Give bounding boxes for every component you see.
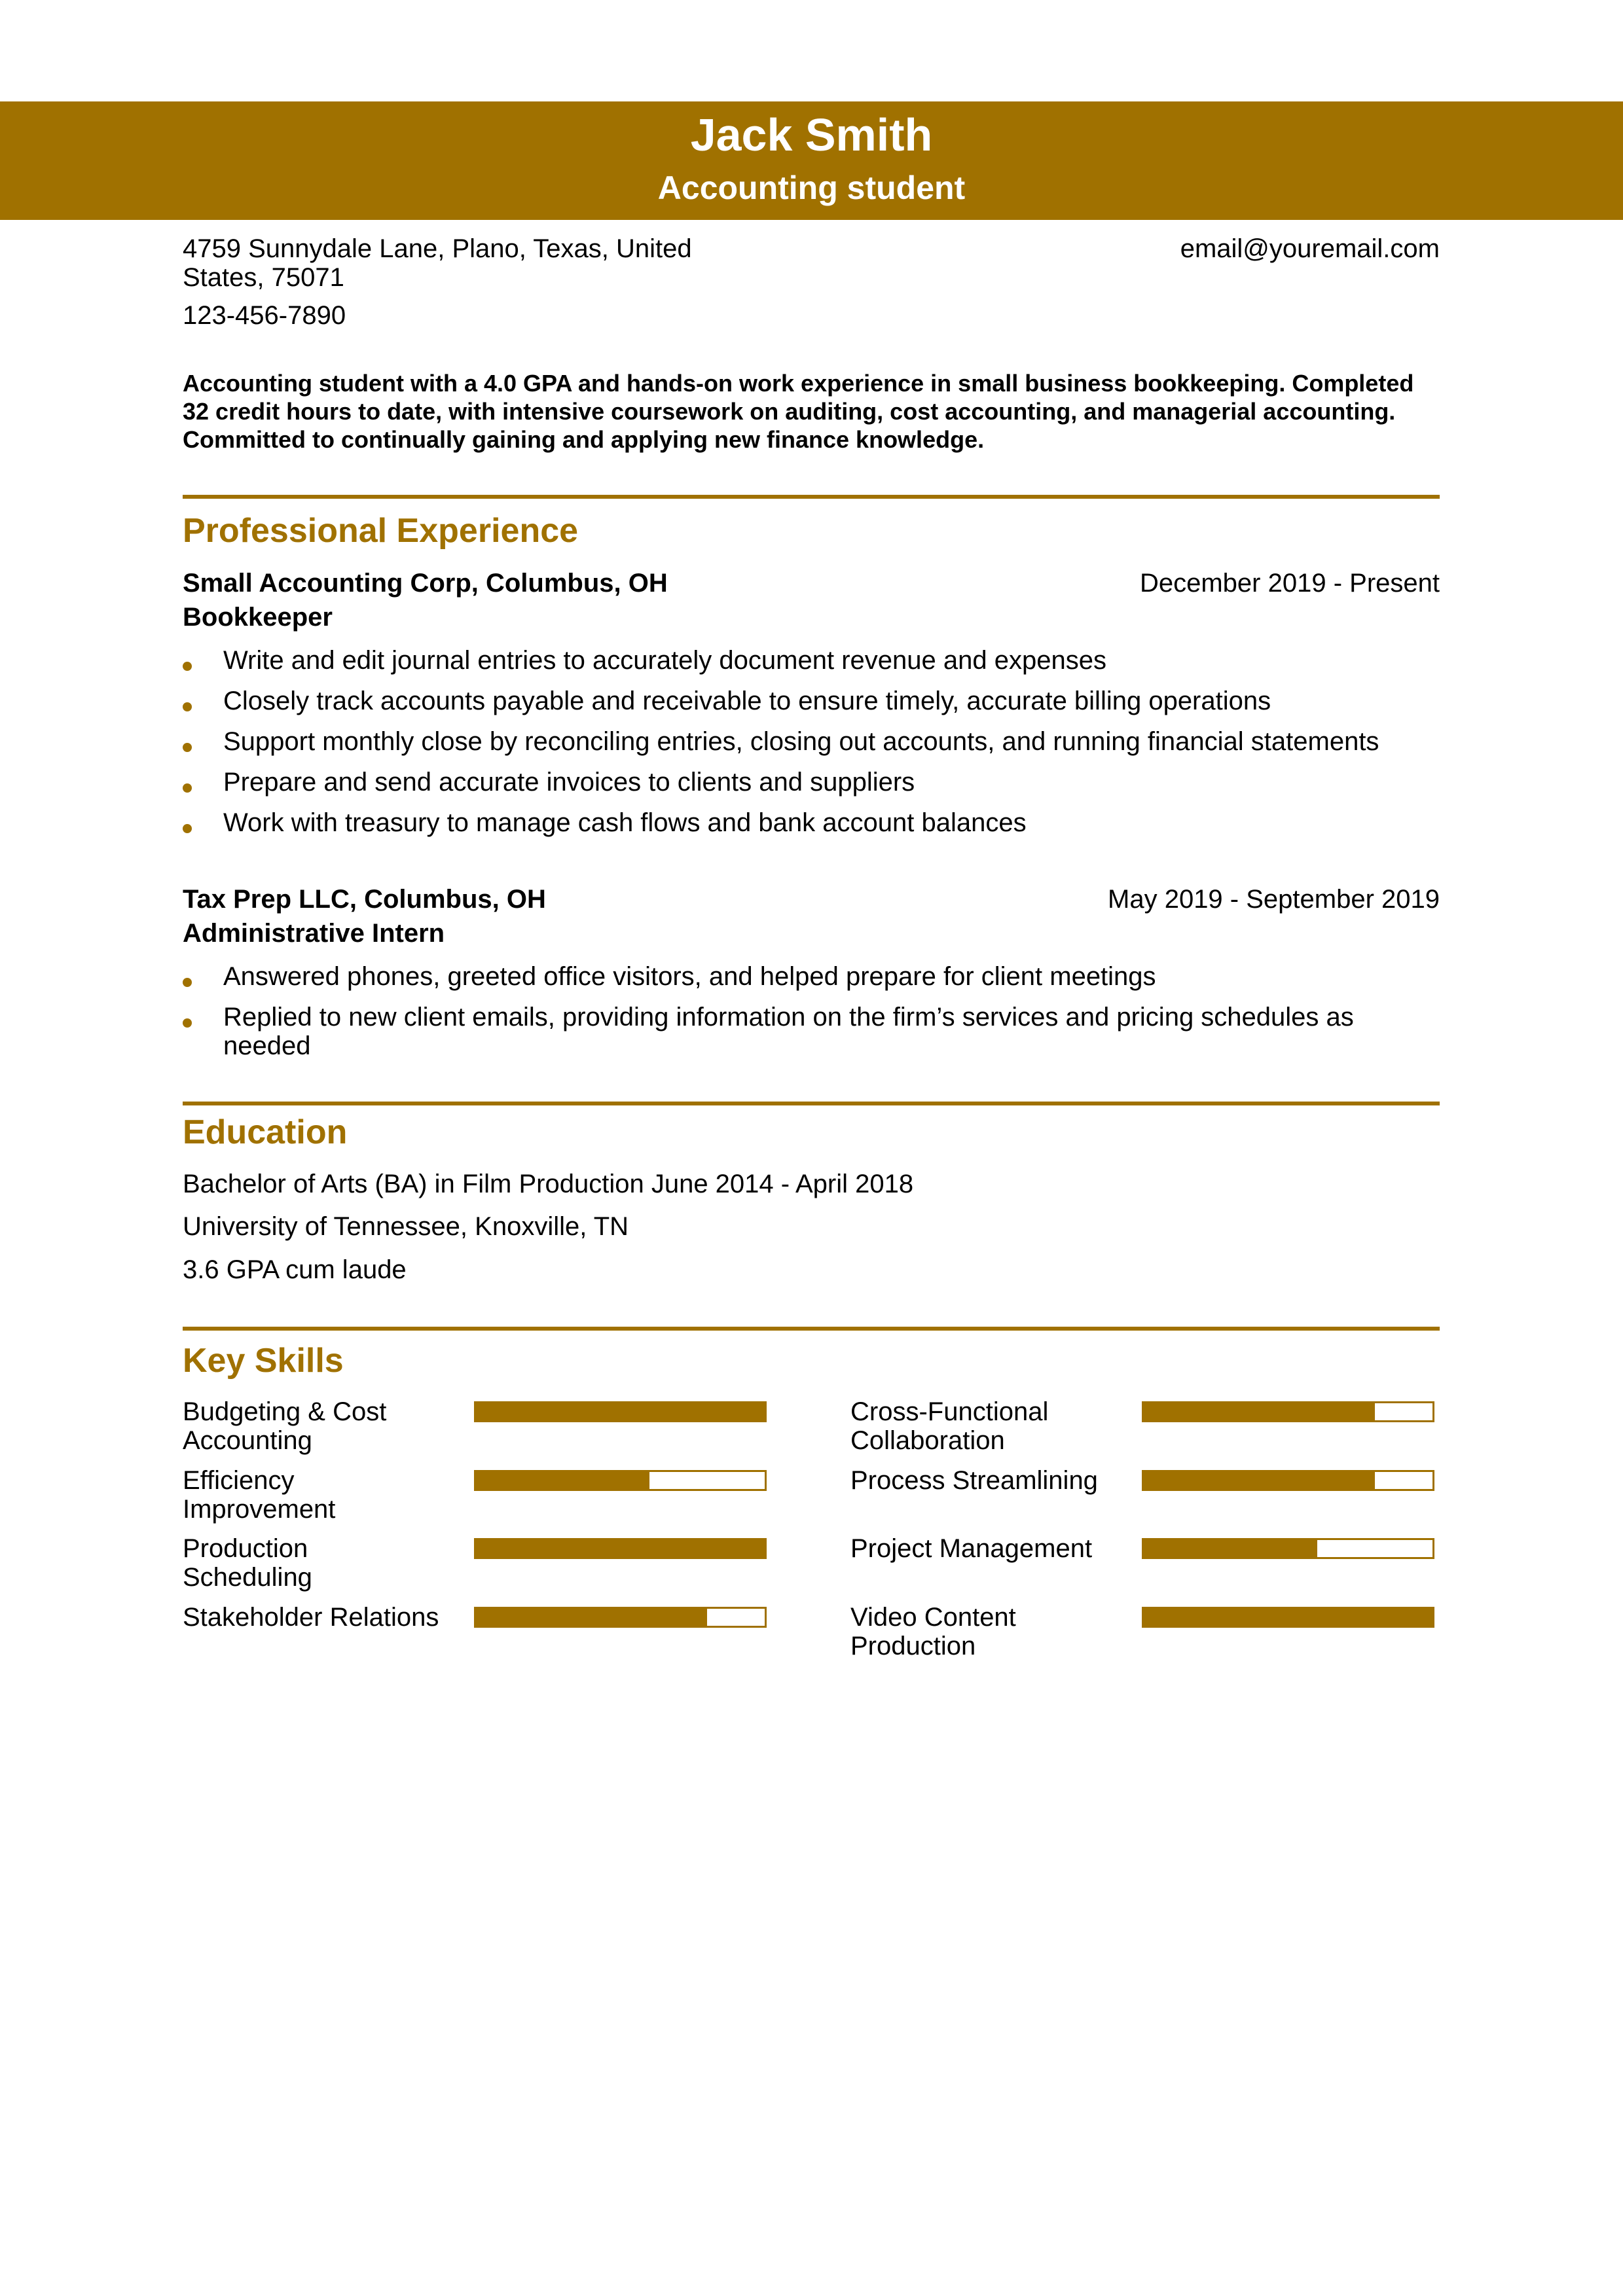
- skill-item: [850, 1466, 1459, 1529]
- job-header: [183, 883, 1440, 916]
- phone: 123-456-7890: [183, 301, 346, 330]
- candidate-name: Jack Smith: [690, 109, 933, 160]
- skill-level-fill: [1144, 1609, 1432, 1626]
- skill-level-fill: [1144, 1472, 1375, 1489]
- list-item: Prepare and send accurate invoices to clients and suppliers: [183, 768, 1440, 797]
- section-divider: [183, 1102, 1440, 1105]
- skill-level-fill: [476, 1403, 765, 1420]
- job-dates: May 2019 - September 2019: [1108, 885, 1440, 914]
- education-school: University of Tennessee, Knoxville, TN: [183, 1212, 629, 1241]
- skill-level-bar: [474, 1401, 767, 1422]
- section-divider: [183, 495, 1440, 499]
- header-banner: [0, 101, 1623, 220]
- job-dates: December 2019 - Present: [1139, 569, 1440, 598]
- list-item: Write and edit journal entries to accurately document revenue and expenses: [183, 646, 1440, 675]
- skill-name: Stakeholder Relations: [183, 1603, 439, 1632]
- email: email@youremail.com: [1180, 234, 1440, 263]
- bullet-dot-icon: [183, 824, 192, 833]
- skill-level-bar: [1142, 1401, 1434, 1422]
- skill-item: [183, 1603, 792, 1666]
- education-gpa: 3.6 GPA cum laude: [183, 1255, 407, 1284]
- skill-name: Cross-Functional Collaboration: [850, 1397, 1049, 1455]
- job-company: Tax Prep LLC, Columbus, OH: [183, 885, 546, 914]
- skill-level-bar: [1142, 1538, 1434, 1559]
- section-title-education: Education: [183, 1113, 348, 1151]
- skill-level-fill: [1144, 1403, 1375, 1420]
- address: 4759 Sunnydale Lane, Plano, Texas, United States, 75071: [183, 234, 692, 292]
- candidate-role: Accounting student: [657, 170, 966, 206]
- skill-name: Process Streamlining: [850, 1466, 1098, 1495]
- list-item: Answered phones, greeted office visitors, and helped prepare for client meetings: [183, 962, 1440, 991]
- skill-item: [850, 1397, 1459, 1460]
- job-header: [183, 567, 1440, 600]
- section-divider: [183, 1327, 1440, 1331]
- skill-level-bar: [474, 1607, 767, 1628]
- skill-level-fill: [476, 1472, 649, 1489]
- section-title-experience: Professional Experience: [183, 512, 579, 550]
- bullet-dot-icon: [183, 783, 192, 793]
- education-degree: Bachelor of Arts (BA) in Film Production June 2014 - April 2018: [183, 1170, 914, 1198]
- skill-name: Video Content Production: [850, 1603, 1016, 1660]
- skill-item: [183, 1534, 792, 1597]
- skill-level-bar: [1142, 1607, 1434, 1628]
- skill-item: [850, 1603, 1459, 1666]
- skill-level-bar: [474, 1538, 767, 1559]
- job-bullets: [183, 962, 1440, 1072]
- bullet-dot-icon: [183, 1018, 192, 1028]
- contact-block: [183, 234, 772, 330]
- bullet-dot-icon: [183, 978, 192, 987]
- skill-level-bar: [474, 1470, 767, 1491]
- job-company: Small Accounting Corp, Columbus, OH: [183, 569, 668, 598]
- section-title-skills: Key Skills: [183, 1342, 344, 1380]
- skill-item: [183, 1466, 792, 1529]
- skill-level-bar: [1142, 1470, 1434, 1491]
- skill-name: Production Scheduling: [183, 1534, 312, 1592]
- job-title: Bookkeeper: [183, 603, 333, 632]
- skill-level-fill: [476, 1609, 707, 1626]
- list-item: Closely track accounts payable and receivable to ensure timely, accurate billing operations: [183, 687, 1440, 715]
- skill-name: Budgeting & Cost Accounting: [183, 1397, 387, 1455]
- skill-level-fill: [476, 1540, 765, 1557]
- skill-item: [850, 1534, 1459, 1597]
- skill-level-fill: [1144, 1540, 1317, 1557]
- bullet-dot-icon: [183, 743, 192, 752]
- list-item: Work with treasury to manage cash flows and bank account balances: [183, 808, 1440, 837]
- list-item: Replied to new client emails, providing information on the firm’s services and pricing schedules as needed: [183, 1003, 1440, 1060]
- skill-item: [183, 1397, 792, 1460]
- bullet-dot-icon: [183, 702, 192, 711]
- skill-name: Project Management: [850, 1534, 1093, 1563]
- summary: Accounting student with a 4.0 GPA and hands-on work experience in small business bookkeeping. Completed 32 credit hours to date, with intensive coursework on auditing, cost accounting, and managerial accounting. Committed to continually gaining and applying new finance knowledge.: [183, 370, 1414, 453]
- skill-name: Efficiency Improvement: [183, 1466, 336, 1524]
- job-title: Administrative Intern: [183, 919, 445, 948]
- job-bullets: [183, 646, 1440, 849]
- bullet-dot-icon: [183, 662, 192, 671]
- list-item: Support monthly close by reconciling entries, closing out accounts, and running financial statements: [183, 727, 1440, 756]
